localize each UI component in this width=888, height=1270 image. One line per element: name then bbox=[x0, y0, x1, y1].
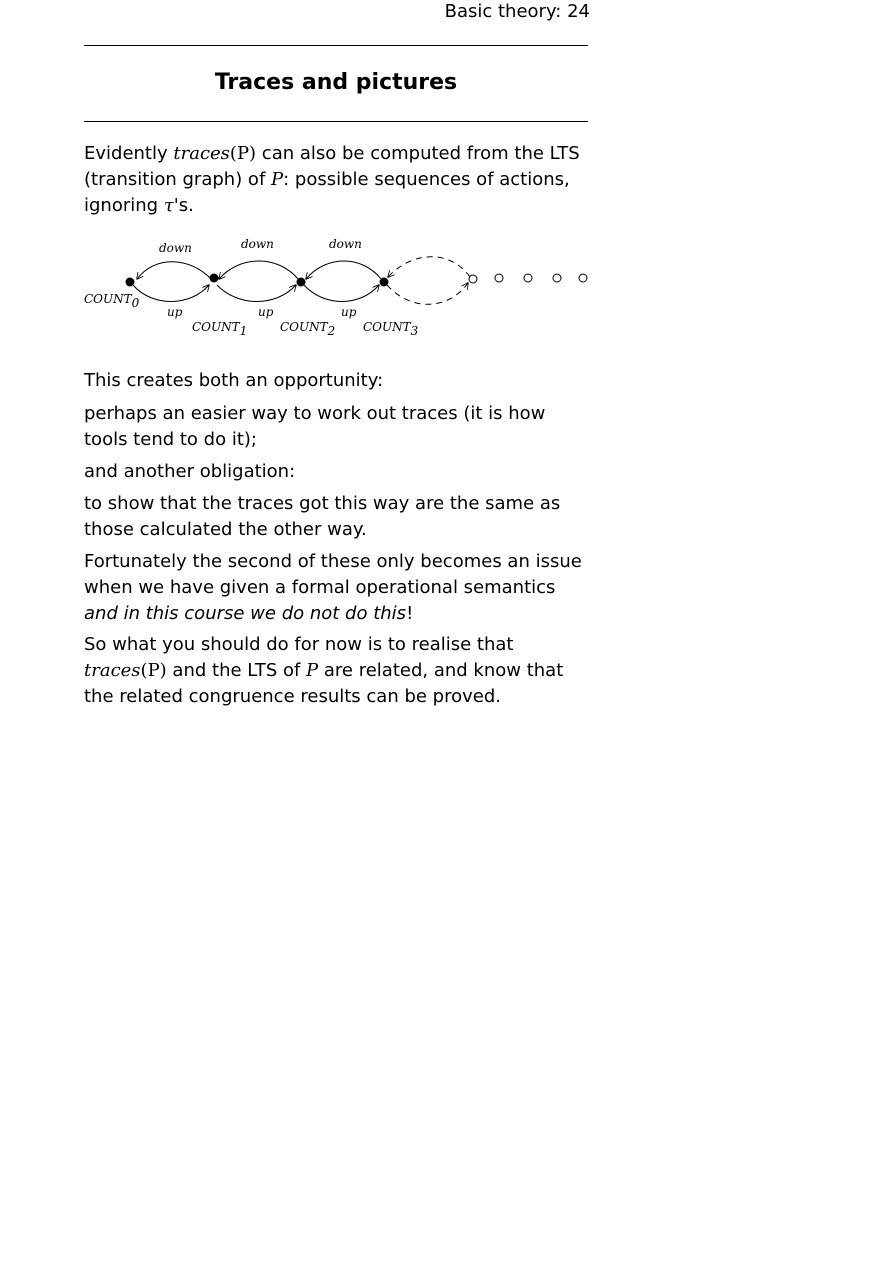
up-label: up bbox=[258, 305, 274, 319]
lts-diagram bbox=[80, 235, 600, 345]
text: 's. bbox=[173, 195, 194, 216]
state-label-count1: COUNT1 bbox=[192, 320, 248, 338]
traces-function: traces bbox=[84, 660, 141, 681]
state-node-open bbox=[469, 275, 477, 283]
traces-function: traces bbox=[173, 143, 230, 164]
state-label-count3: COUNT3 bbox=[363, 320, 419, 338]
down-transition-arc bbox=[137, 262, 211, 279]
text: So what you should do for now is to realise that bbox=[84, 634, 514, 655]
paragraph-fortunately bbox=[84, 549, 592, 627]
state-node bbox=[380, 278, 389, 287]
down-transition-arc bbox=[219, 261, 298, 279]
state-label-count0: COUNT0 bbox=[84, 292, 140, 310]
down-label: down bbox=[241, 237, 274, 251]
up-label: up bbox=[167, 305, 183, 319]
text: and the LTS of bbox=[166, 660, 307, 681]
down-label: down bbox=[329, 237, 362, 251]
continuation-dot bbox=[579, 274, 587, 282]
text: can also be computed from the LTS (transition graph) of bbox=[84, 143, 580, 190]
top-rule bbox=[84, 45, 588, 46]
paragraph-conclusion bbox=[84, 632, 592, 710]
process-p: P bbox=[306, 660, 319, 681]
up-label: up bbox=[341, 305, 357, 319]
slide-title: Traces and pictures bbox=[214, 70, 458, 95]
continuation-dot bbox=[524, 274, 532, 282]
paragraph-intro bbox=[84, 141, 592, 219]
traces-argument: (P) bbox=[140, 660, 167, 681]
state-label-count2: COUNT2 bbox=[280, 320, 336, 338]
text: are related, and know that the related congruence results can be proved. bbox=[84, 660, 564, 707]
up-transition-arc bbox=[133, 285, 209, 302]
paragraph-opportunity: This creates both an opportunity: bbox=[84, 370, 384, 391]
down-transition-arc bbox=[306, 261, 381, 279]
paragraph-easier-way: perhaps an easier way to work out traces (it is how tools tend to do it); bbox=[84, 403, 546, 450]
state-node bbox=[126, 278, 135, 287]
continuation-dot bbox=[553, 274, 561, 282]
bottom-rule bbox=[84, 121, 588, 122]
page-header: Basic theory: 24 bbox=[444, 1, 590, 22]
tau-symbol: τ bbox=[163, 195, 174, 216]
text: Evidently bbox=[84, 143, 174, 164]
emphasis-text: and in this course we do not do this bbox=[84, 603, 407, 624]
state-node bbox=[210, 274, 219, 283]
process-p: P bbox=[271, 169, 284, 190]
text: : possible sequences of actions, ignoring bbox=[84, 169, 570, 216]
text: ! bbox=[406, 603, 414, 624]
text: Fortunately the second of these only becomes an issue when we have given a formal operational semantics bbox=[84, 551, 582, 598]
down-label: down bbox=[159, 241, 192, 255]
paragraph-obligation: and another obligation: bbox=[84, 461, 296, 482]
up-transition-arc bbox=[217, 285, 296, 302]
state-node bbox=[297, 278, 306, 287]
continuation-dot bbox=[495, 274, 503, 282]
paragraph-show-same: to show that the traces got this way are the same as those calculated the other way. bbox=[84, 493, 561, 540]
traces-argument: (P) bbox=[229, 143, 257, 164]
up-transition-arc bbox=[304, 285, 379, 302]
down-transition-arc-dashed bbox=[388, 257, 470, 277]
up-transition-arc-dashed bbox=[387, 283, 468, 304]
